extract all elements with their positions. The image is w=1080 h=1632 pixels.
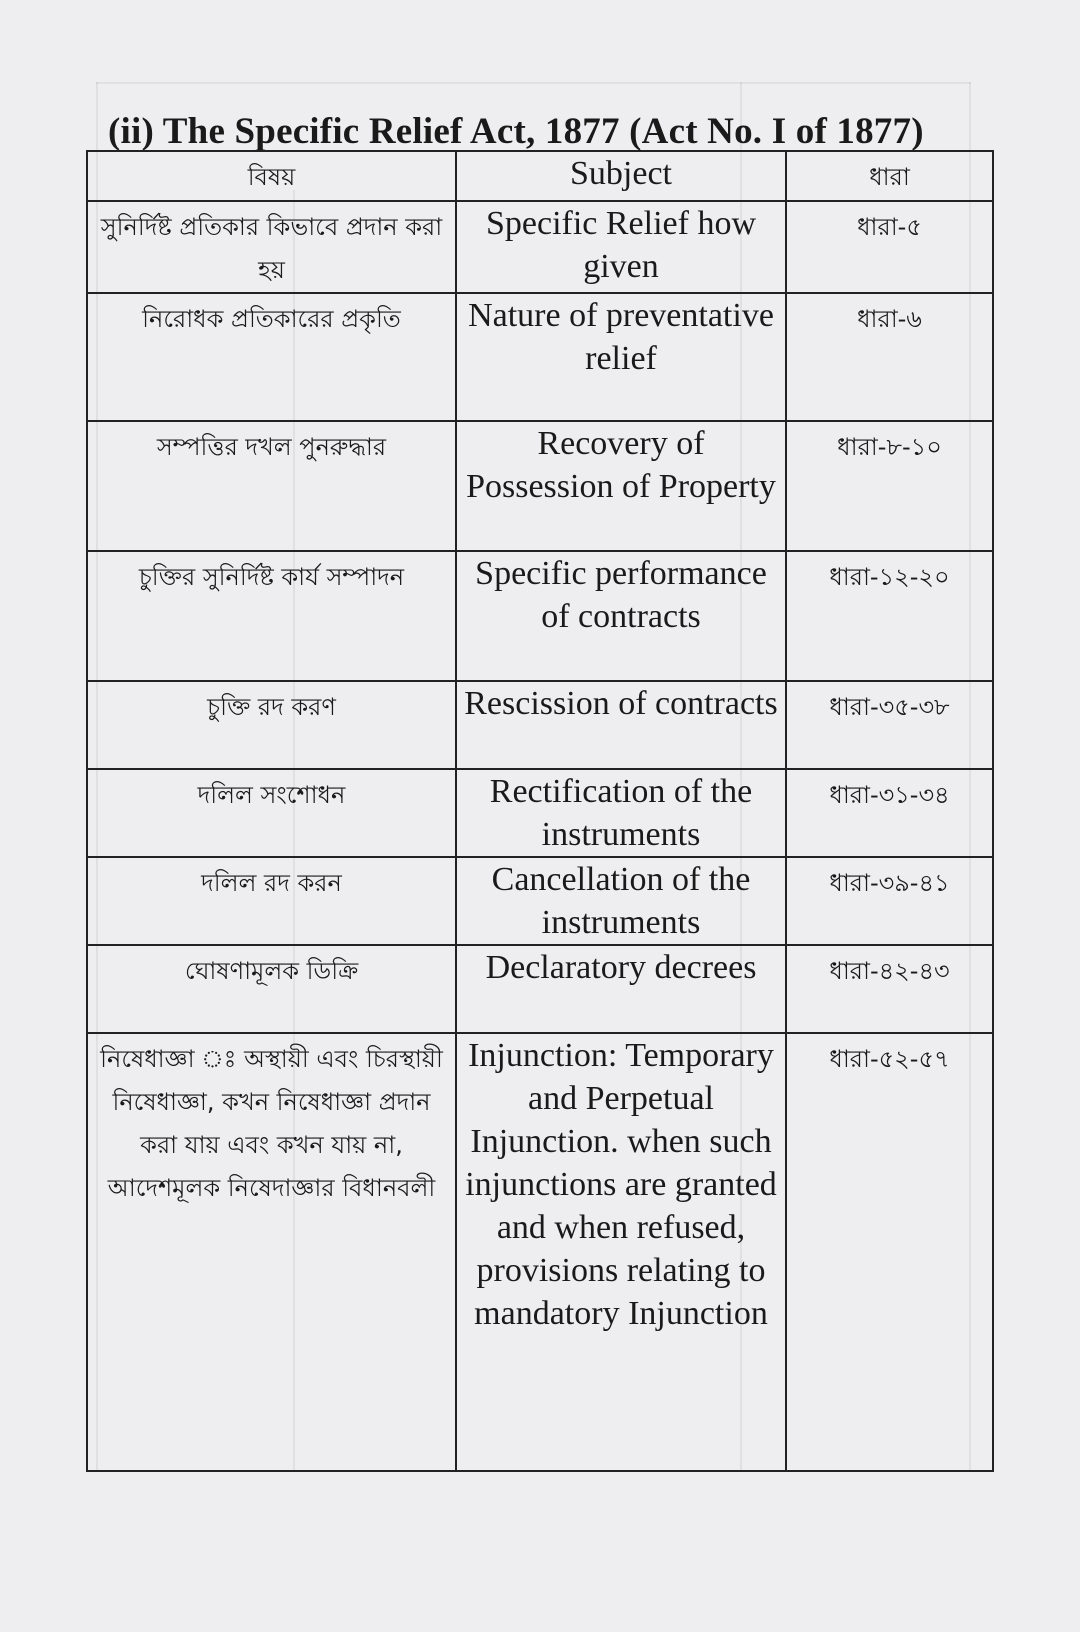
table-row: [87, 1033, 993, 1471]
row-subject-bn: চুক্তি রদ করণ: [87, 681, 456, 769]
row-subject-bn: চুক্তির সুনির্দিষ্ট কার্য সম্পাদন: [87, 551, 456, 681]
row-subject-en: Injunction: Temporary and Perpetual Injunction. when such injunctions are granted and when refused, provisions relating to mandatory Injunction: [456, 1033, 786, 1471]
row-subject-en: Declaratory decrees: [456, 945, 786, 1033]
row-section: ধারা-৩৯-৪১: [786, 857, 993, 945]
table-row: [87, 769, 993, 857]
specific-relief-table: [86, 150, 994, 1472]
row-subject-en: Rectification of the instruments: [456, 769, 786, 857]
row-section: ধারা-৩৫-৩৮: [786, 681, 993, 769]
row-subject-bn: দলিল রদ করন: [87, 857, 456, 945]
row-section: ধারা-৫২-৫৭: [786, 1033, 993, 1471]
page-title: (ii) The Specific Relief Act, 1877 (Act No. I of 1877): [108, 111, 924, 152]
row-subject-en: Specific Relief how given: [456, 201, 786, 293]
row-section: ধারা-৪২-৪৩: [786, 945, 993, 1033]
row-subject-bn: ঘোষণামূলক ডিক্রি: [87, 945, 456, 1033]
row-subject-bn: সম্পত্তির দখল পুনরুদ্ধার: [87, 421, 456, 551]
row-subject-en: Recovery of Possession of Property: [456, 421, 786, 551]
row-section: ধারা-৩১-৩৪: [786, 769, 993, 857]
row-section: ধারা-৮-১০: [786, 421, 993, 551]
row-subject-en: Rescission of contracts: [456, 681, 786, 769]
row-subject-bn: নিষেধাজ্ঞা ঃ অস্থায়ী এবং চিরস্থায়ী নিষেধাজ্ঞা, কখন নিষেধাজ্ঞা প্রদান করা যায় এবং কখন যায় না, আদেশমূলক নিষেদাজ্ঞার বিধানবলী: [87, 1033, 456, 1471]
table-row: [87, 421, 993, 551]
table-row: [87, 945, 993, 1033]
row-subject-bn: দলিল সংশোধন: [87, 769, 456, 857]
header-subject-en: Subject: [456, 151, 786, 201]
header-section: ধারা: [786, 151, 993, 201]
row-section: ধারা-৫: [786, 201, 993, 293]
table-row: [87, 551, 993, 681]
table-header-row: [87, 151, 993, 201]
row-subject-en: Cancellation of the instruments: [456, 857, 786, 945]
row-section: ধারা-১২-২০: [786, 551, 993, 681]
row-subject-en: Nature of preventative relief: [456, 293, 786, 421]
table-row: [87, 293, 993, 421]
table-row: [87, 201, 993, 293]
row-subject-bn: সুনির্দিষ্ট প্রতিকার কিভাবে প্রদান করা হয়: [87, 201, 456, 293]
row-section: ধারা-৬: [786, 293, 993, 421]
header-subject-bn: বিষয়: [87, 151, 456, 201]
row-subject-bn: নিরোধক প্রতিকারের প্রকৃতি: [87, 293, 456, 421]
row-subject-en: Specific performance of contracts: [456, 551, 786, 681]
table-row: [87, 857, 993, 945]
table-row: [87, 681, 993, 769]
